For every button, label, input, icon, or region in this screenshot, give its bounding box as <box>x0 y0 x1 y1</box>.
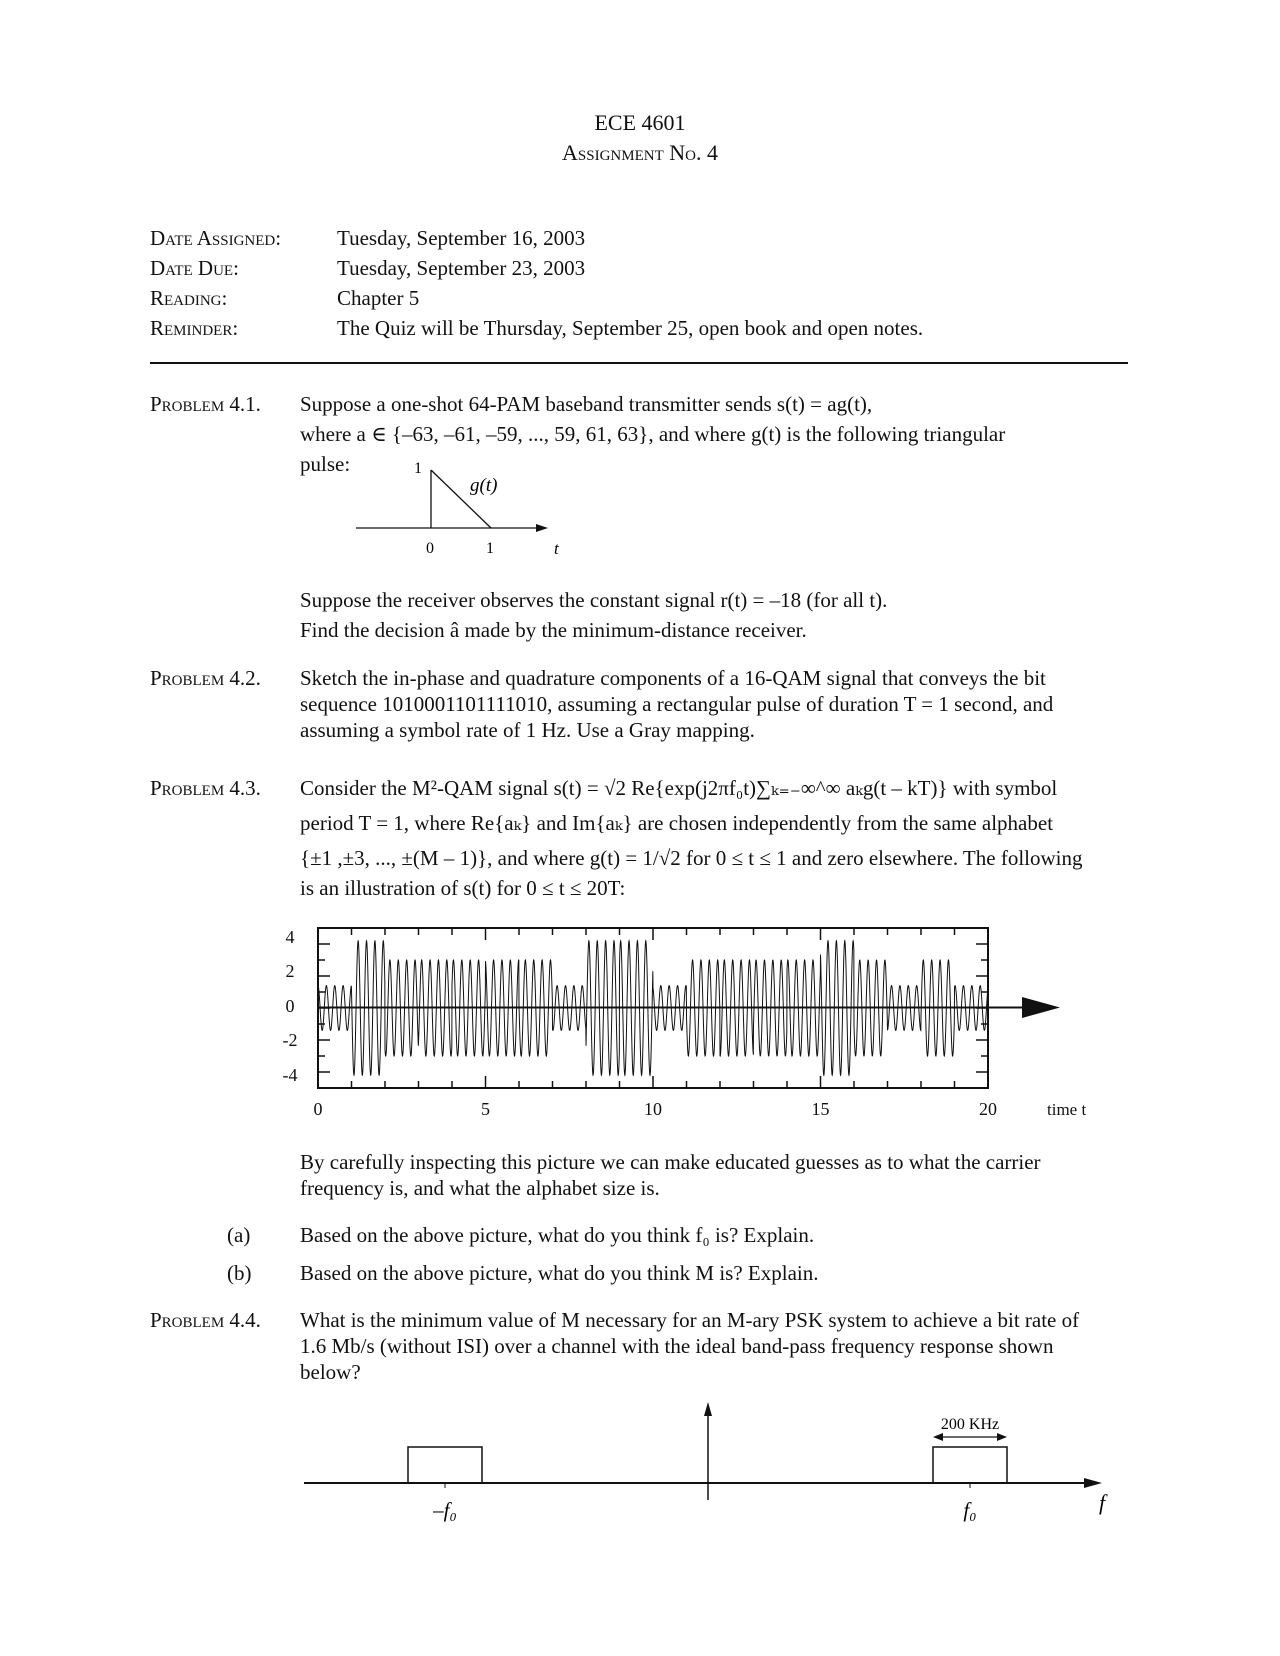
pulse-x-tick-1: 1 <box>486 540 494 555</box>
assignment-title: Assignment No. 4 <box>562 140 718 165</box>
y-tick-label-4: 4 <box>285 927 295 947</box>
problem-4-1-line-2: where a ∈ {–63, –61, –59, ..., 59, 61, 63}, and where g(t) is the following triangular <box>300 422 1006 446</box>
problem-4-3-line-3: {±1 ,±3, ..., ±(M – 1)}, and where g(t) = 1/√2 for 0 ≤ t ≤ 1 and zero elsewhere. The following <box>300 846 1083 870</box>
problem-4-1-line-1: Suppose a one-shot 64-PAM baseband transmitter sends s(t) = ag(t), <box>300 392 873 416</box>
reading-value: Chapter 5 <box>337 286 420 310</box>
bandwidth-label: 200 KHz <box>940 1416 1000 1433</box>
problem-4-3-line-6: frequency is, and what the alphabet size is. <box>300 1176 660 1200</box>
x-tick-label-5: 5 <box>481 1099 490 1119</box>
date-assigned-label: Date Assigned: <box>150 226 282 250</box>
problem-4-3-label: Problem 4.3. <box>150 776 261 800</box>
pulse-y-tick: 1 <box>414 460 422 477</box>
x-axis-label: time t <box>1047 1100 1087 1119</box>
problem-4-4-line-2: 1.6 Mb/s (without ISI) over a channel with the ideal band-pass frequency response shown <box>300 1334 1054 1358</box>
x-tick-label-0: 0 <box>313 1099 323 1119</box>
date-due-value: Tuesday, September 23, 2003 <box>337 256 586 280</box>
problem-4-4-line-3: below? <box>300 1360 361 1384</box>
part-a-text: Based on the above picture, what do you think f₀ is? Explain. <box>300 1223 815 1247</box>
problem-4-1-line-3: pulse: <box>300 452 351 476</box>
problem-4-1-line-5: Find the decision â made by the minimum-distance receiver. <box>300 618 807 642</box>
reminder-label: Reminder: <box>150 316 239 340</box>
y-tick-label-2: 2 <box>285 961 295 981</box>
bandwidth-arrow-left-head <box>933 1433 943 1441</box>
pulse-x-tick-0: 0 <box>426 540 434 555</box>
problem-4-2-label: Problem 4.2. <box>150 666 261 690</box>
part-b-label: (b) <box>227 1261 252 1285</box>
problem-4-1-line-4: Suppose the receiver observes the constant signal r(t) = –18 (for all t). <box>300 588 888 612</box>
header-rule <box>150 362 1128 364</box>
problem-4-1-label: Problem 4.1. <box>150 392 261 416</box>
reminder-value: The Quiz will be Thursday, September 25, open book and open notes. <box>337 316 924 340</box>
problem-4-4-label: Problem 4.4. <box>150 1308 261 1332</box>
problem-4-3-line-5: By carefully inspecting this picture we can make educated guesses as to what the carrier <box>300 1150 1041 1174</box>
x-tick-label-10: 10 <box>644 1099 662 1119</box>
problem-4-3-line-2: period T = 1, where Re{aₖ} and Im{aₖ} are chosen independently from the same alphabet <box>300 811 1054 835</box>
triangular-pulse-figure <box>340 455 580 555</box>
positive-band <box>933 1447 1007 1483</box>
date-due-label: Date Due: <box>150 256 239 280</box>
y-tick-label-neg4: -4 <box>282 1065 298 1085</box>
negative-band <box>408 1447 482 1483</box>
frequency-axis-label: f <box>1098 1490 1106 1515</box>
x-tick-label-20: 20 <box>979 1099 997 1119</box>
pulse-arrow <box>536 524 548 532</box>
neg-f0-label: –f₀ <box>433 1498 457 1522</box>
magnitude-axis-arrow <box>704 1402 712 1416</box>
part-a-label: (a) <box>227 1223 251 1247</box>
problem-4-3-line-1: Consider the M²-QAM signal s(t) = √2 Re{exp(j2πf₀t)∑ₖ₌₋∞^∞ aₖg(t – kT)} with symbol <box>300 776 1058 800</box>
chart-axis-arrow <box>1022 997 1060 1018</box>
pulse-curve-label: g(t) <box>470 475 498 496</box>
pos-f0-label: f₀ <box>963 1498 977 1522</box>
bandpass-response-figure <box>290 1400 1130 1550</box>
bandwidth-arrow-right-head <box>997 1433 1007 1441</box>
qam-signal-chart <box>270 920 1120 1130</box>
y-tick-label-0: 0 <box>285 996 295 1016</box>
problem-4-2-line-2: sequence 1010001101111010, assuming a rectangular pulse of duration T = 1 second, and <box>300 692 1054 716</box>
date-assigned-value: Tuesday, September 16, 2003 <box>337 226 586 250</box>
x-tick-label-15: 15 <box>811 1099 830 1119</box>
pulse-axis-label: t <box>554 539 559 555</box>
problem-4-2-line-3: assuming a symbol rate of 1 Hz. Use a Gray mapping. <box>300 718 755 742</box>
course-title: ECE 4601 <box>594 110 686 135</box>
problem-4-3-line-4: is an illustration of s(t) for 0 ≤ t ≤ 20T: <box>300 876 626 900</box>
part-b-text: Based on the above picture, what do you think M is? Explain. <box>300 1261 819 1285</box>
reading-label: Reading: <box>150 286 228 310</box>
y-tick-label-neg2: -2 <box>282 1030 298 1050</box>
frequency-axis-arrow <box>1084 1478 1102 1488</box>
problem-4-2-line-1: Sketch the in-phase and quadrature components of a 16-QAM signal that conveys the bit <box>300 666 1046 690</box>
problem-4-4-line-1: What is the minimum value of M necessary for an M-ary PSK system to achieve a bit rate of <box>300 1308 1080 1332</box>
